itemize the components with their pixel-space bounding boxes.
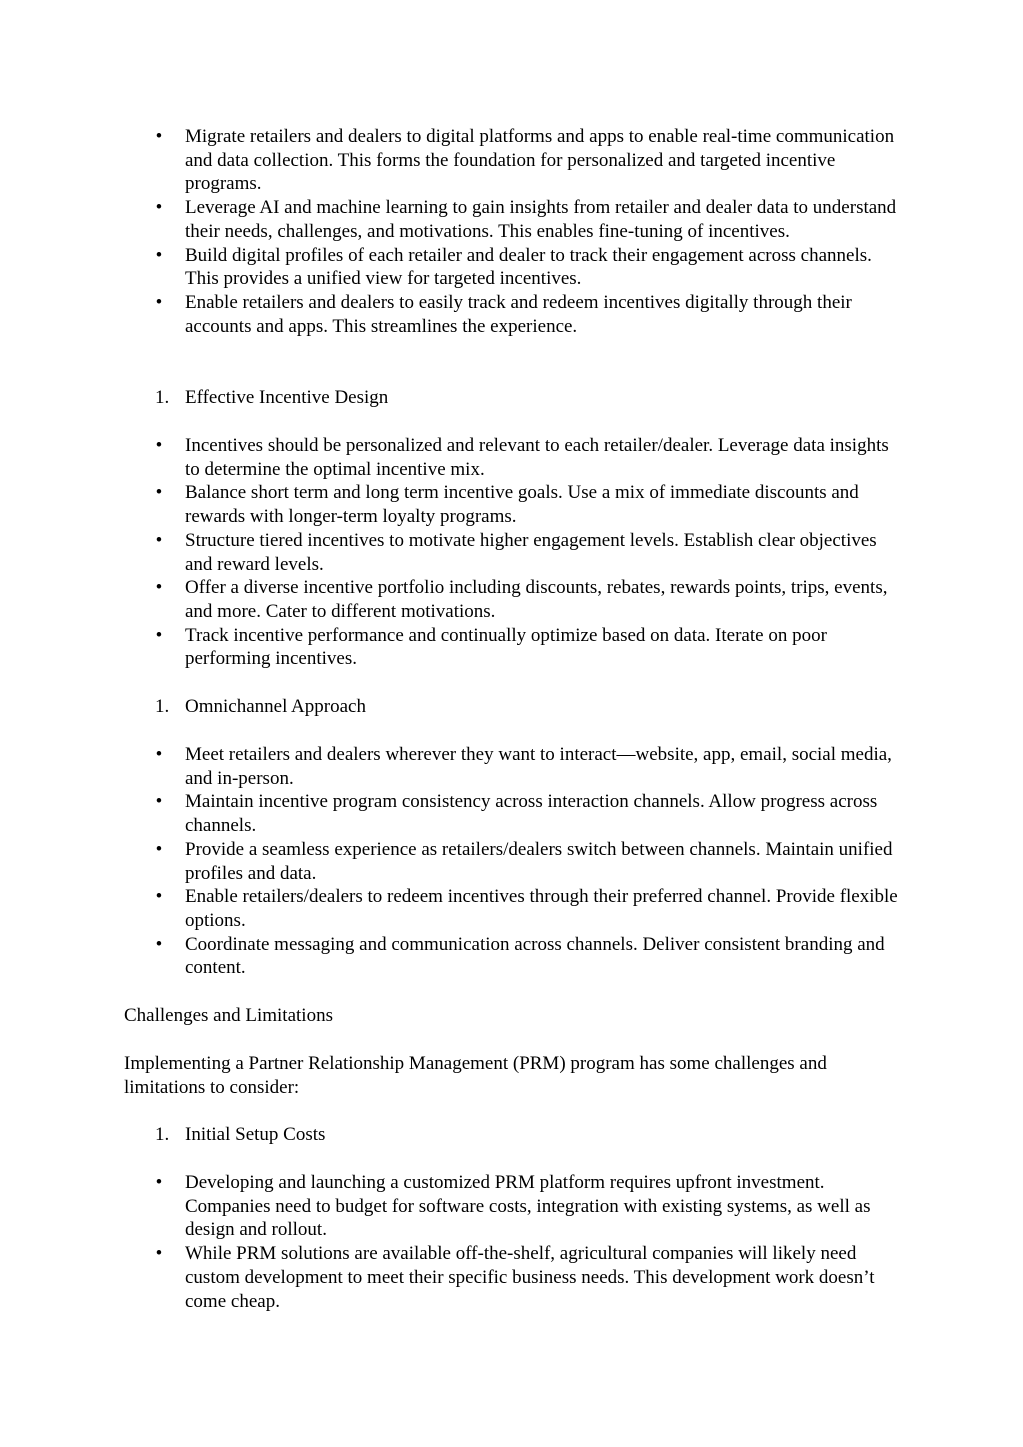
section-title-text: Challenges and Limitations <box>124 1005 333 1026</box>
bullet-icon: • <box>155 577 163 599</box>
list-item-text: Enable retailers/dealers to redeem incentives through their preferred channel. Provide flexible options. <box>185 886 898 931</box>
numbered-heading-omnichannel-approach <box>124 695 904 719</box>
list-item-text: Leverage AI and machine learning to gain insights from retailer and dealer data to understand their needs, challenges, and motivations. This enables fine-tuning of incentives. <box>185 197 897 242</box>
list-item <box>124 624 904 671</box>
list-item <box>124 885 904 932</box>
list-item-text: Enable retailers and dealers to easily track and redeem incentives digitally through their accounts and apps. This streamlines the experience. <box>185 291 852 337</box>
bullet-icon: • <box>155 529 163 551</box>
list-item <box>124 1242 904 1313</box>
heading-number: 1. <box>155 1124 170 1145</box>
bullet-icon: • <box>155 791 163 813</box>
list-item-text: Offer a diverse incentive portfolio including discounts, rebates, rewards points, trips, events, and more. Cater to different motivations. <box>185 577 888 622</box>
list-item-text: Structure tiered incentives to motivate higher engagement levels. Establish clear objectives and reward levels. <box>185 529 877 575</box>
list-item <box>124 244 904 291</box>
list-item-text: Migrate retailers and dealers to digital platforms and apps to enable real-time communication and data collection. This forms the foundation for personalized and targeted incentive programs. <box>185 126 895 195</box>
list-item-text: Build digital profiles of each retailer and dealer to track their engagement across channels. This provides a unified view for targeted incentives. <box>185 244 872 290</box>
bullet-list-digital <box>124 125 904 338</box>
bullet-list-setup-costs <box>124 1171 904 1313</box>
list-item-text: Incentives should be personalized and relevant to each retailer/dealer. Leverage data insights to determine the optimal incentive mix. <box>185 435 889 480</box>
heading-text: Omnichannel Approach <box>185 696 366 717</box>
numbered-heading <box>124 695 904 719</box>
bullet-icon: • <box>155 435 163 456</box>
bullet-icon: • <box>155 291 163 313</box>
list-item-text: Provide a seamless experience as retailers/dealers switch between channels. Maintain unified profiles and data. <box>185 838 893 884</box>
list-item <box>124 1171 904 1242</box>
list-item <box>124 481 904 528</box>
list-item-text: Meet retailers and dealers wherever they want to interact—website, app, email, social media, and in-person. <box>185 744 892 789</box>
list-item-text: Maintain incentive program consistency across interaction channels. Allow progress across channels. <box>185 791 878 837</box>
heading-number: 1. <box>155 387 170 408</box>
bullet-icon: • <box>155 482 163 504</box>
heading-text: Effective Incentive Design <box>185 387 389 408</box>
bullet-icon: • <box>155 624 163 646</box>
section-title <box>124 1004 904 1028</box>
list-item <box>124 291 904 338</box>
list-item-text: Developing and launching a customized PRM platform requires upfront investment. Companies need to budget for software costs, integration with existing systems, as well as design and rollout. <box>185 1172 871 1241</box>
bullet-icon: • <box>155 886 163 908</box>
bullet-list-omnichannel <box>124 743 904 980</box>
bullet-icon: • <box>155 1172 163 1193</box>
list-item <box>124 743 904 790</box>
bullet-icon: • <box>155 244 163 266</box>
list-item-text: Coordinate messaging and communication across channels. Deliver consistent branding and content. <box>185 933 885 979</box>
list-item <box>124 790 904 837</box>
bullet-icon: • <box>155 744 163 765</box>
bullet-icon: • <box>155 933 163 955</box>
list-item <box>124 125 904 196</box>
list-item <box>124 434 904 481</box>
list-item <box>124 933 904 980</box>
list-item <box>124 529 904 576</box>
numbered-heading-initial-setup-costs <box>124 1123 904 1147</box>
list-item-text: While PRM solutions are available off-the-shelf, agricultural companies will likely need custom development to meet their specific business needs. This development work doesn’t come cheap. <box>185 1243 875 1312</box>
bullet-icon: • <box>155 126 163 147</box>
numbered-heading-effective-incentive-design <box>124 386 904 410</box>
list-item-text: Track incentive performance and continually optimize based on data. Iterate on poor performing incentives. <box>185 624 827 670</box>
bullet-icon: • <box>155 197 163 219</box>
heading-number: 1. <box>155 696 170 717</box>
bullet-icon: • <box>155 838 163 860</box>
intro-paragraph-text: Implementing a Partner Relationship Management (PRM) program has some challenges and limitations to consider: <box>124 1053 827 1098</box>
bullet-icon: • <box>155 1243 163 1265</box>
list-item <box>124 196 904 243</box>
bullet-list-incentive-design <box>124 434 904 671</box>
numbered-heading <box>124 386 904 410</box>
intro-paragraph <box>124 1052 904 1099</box>
list-item <box>124 576 904 623</box>
heading-text: Initial Setup Costs <box>185 1124 326 1145</box>
list-item <box>124 838 904 885</box>
list-item-text: Balance short term and long term incentive goals. Use a mix of immediate discounts and rewards with longer-term loyalty programs. <box>185 482 859 528</box>
numbered-heading <box>124 1123 904 1147</box>
